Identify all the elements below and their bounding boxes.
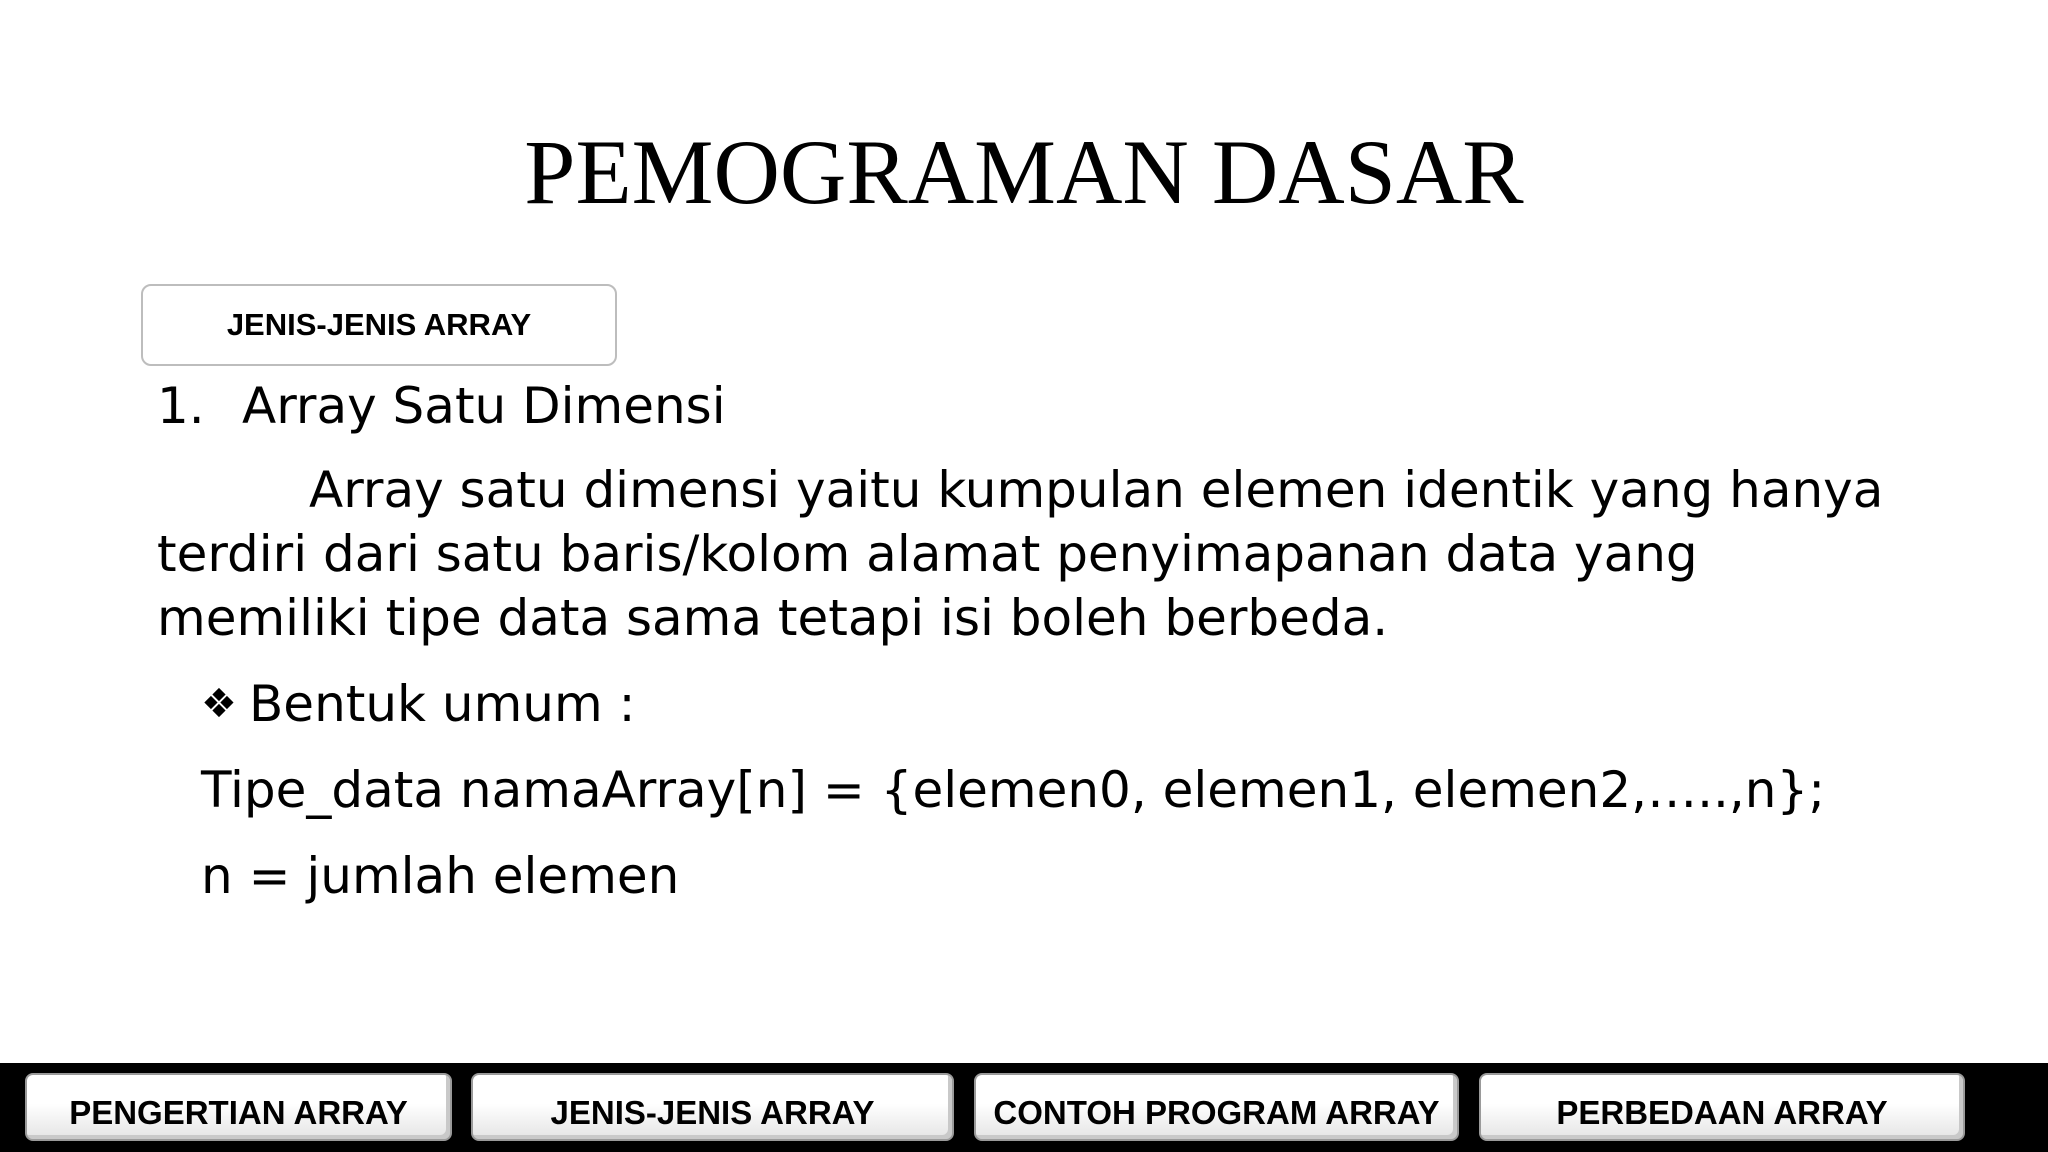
- nav-button-label: PERBEDAAN ARRAY: [1556, 1094, 1888, 1131]
- nav-button-label: PENGERTIAN ARRAY: [69, 1094, 408, 1131]
- content-heading: [157, 372, 1917, 440]
- bottom-nav-bar: [0, 1063, 2048, 1152]
- nav-button-perbedaan-array[interactable]: [1479, 1073, 1965, 1141]
- nav-button-jenis-jenis-array[interactable]: [471, 1073, 954, 1141]
- slide-content: [157, 372, 1917, 908]
- definition-paragraph: Array satu dimensi yaitu kumpulan elemen identik yang hanya terdiri dari satu baris/kolom alamat penyimapanan data yang memiliki tipe data sama tetapi isi boleh berbeda.: [157, 461, 1884, 647]
- heading-text: Array Satu Dimensi: [242, 377, 726, 435]
- nav-button-pengertian-array[interactable]: [25, 1073, 452, 1141]
- heading-number: 1.: [157, 377, 205, 435]
- bullet-item: [201, 672, 1917, 736]
- nav-button-label: JENIS-JENIS ARRAY: [550, 1094, 875, 1131]
- section-label-box: [141, 284, 617, 366]
- syntax-line: Tipe_data namaArray[n] = {elemen0, elemen1, elemen2,…..,n};: [201, 761, 1826, 819]
- section-label: JENIS-JENIS ARRAY: [226, 307, 532, 342]
- diamond-bullet-icon: ❖: [201, 681, 237, 727]
- slide-title: PEMOGRAMAN DASAR: [524, 121, 1524, 223]
- nav-button-contoh-program-array[interactable]: [974, 1073, 1459, 1141]
- bullet-text: Bentuk umum :: [249, 675, 636, 733]
- nav-button-label: CONTOH PROGRAM ARRAY: [993, 1094, 1440, 1131]
- note-line: n = jumlah elemen: [201, 847, 680, 905]
